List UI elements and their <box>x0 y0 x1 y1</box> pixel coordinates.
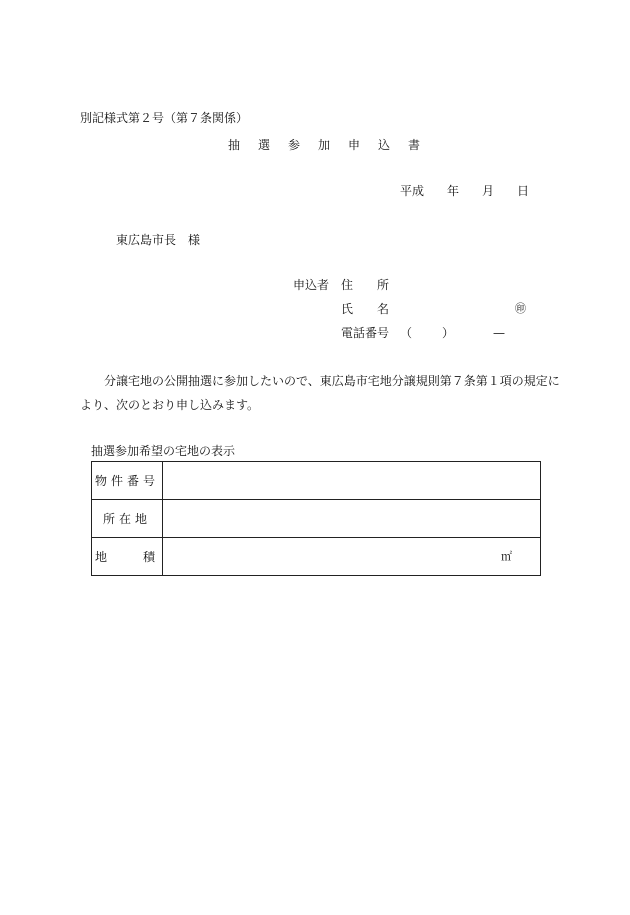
table-row <box>92 538 541 576</box>
phone-close-paren: ） <box>442 326 455 340</box>
property-table <box>91 461 541 576</box>
date-day: 日 <box>517 184 530 198</box>
form-number: 別記様式第２号（第７条関係） <box>80 111 249 125</box>
name-label: 氏 名 <box>341 302 390 316</box>
property-number-label: 物件番号 <box>92 462 163 500</box>
location-field[interactable] <box>163 500 541 538</box>
area-label: 地 積 <box>92 538 163 576</box>
seal-mark: ㊞ <box>515 302 526 315</box>
phone-label: 電話番号 <box>341 326 390 340</box>
phone-open-paren: （ <box>400 326 413 340</box>
property-number-field[interactable] <box>163 462 541 500</box>
recipient: 東広島市長 様 <box>116 233 201 247</box>
table-row <box>92 462 541 500</box>
phone-dash: — <box>493 326 505 340</box>
date-era: 平成 <box>400 184 425 198</box>
area-unit: ㎡ <box>501 550 512 563</box>
body-line-1: 分譲宅地の公開抽選に参加したいので、東広島市宅地分譲規則第７条第１項の規定に <box>104 374 560 388</box>
document-title: 抽 選 参 加 申 込 書 <box>228 138 424 152</box>
table-row <box>92 500 541 538</box>
body-line-2: より、次のとおり申し込みます。 <box>80 398 260 412</box>
address-label: 住 所 <box>341 278 390 292</box>
table-caption: 抽選参加希望の宅地の表示 <box>91 444 236 458</box>
date-year: 年 <box>447 184 460 198</box>
location-label: 所在地 <box>92 500 163 538</box>
applicant-label: 申込者 <box>293 278 330 292</box>
area-field[interactable] <box>163 538 541 576</box>
date-month: 月 <box>482 184 495 198</box>
